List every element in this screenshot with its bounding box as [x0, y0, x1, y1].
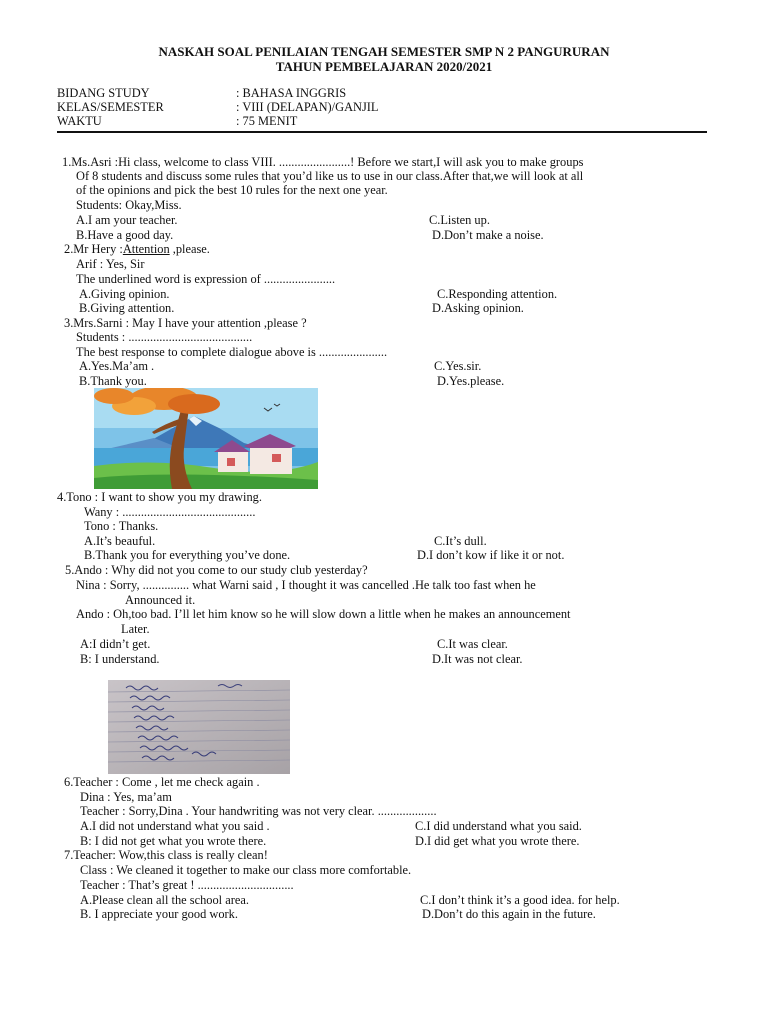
q2-line1: [64, 242, 210, 256]
q3-option-b: B.Thank you.: [79, 374, 147, 388]
q4-option-d: D.I don’t kow if like it or not.: [417, 548, 565, 562]
q7-option-b: B. I appreciate your good work.: [80, 907, 238, 921]
q7-option-d: D.Don’t do this again in the future.: [422, 907, 596, 921]
q4-line3: Tono : Thanks.: [84, 519, 159, 533]
exam-year: TAHUN PEMBELAJARAN 2020/2021: [275, 59, 493, 74]
q6-option-c: C.I did understand what you said.: [415, 819, 582, 833]
q3-option-c: C.Yes.sir.: [434, 359, 482, 373]
q2-underlined-word: Attention: [122, 242, 170, 256]
q6-line2: Dina : Yes, ma’am: [80, 790, 172, 804]
q7-option-a: A.Please clean all the school area.: [80, 893, 249, 907]
q5-line3: Announced it.: [125, 593, 196, 607]
q5-line1: 5.Ando : Why did not you come to our study club yesterday?: [65, 563, 368, 577]
q3-line3: The best response to complete dialogue above is ......................: [76, 345, 388, 359]
q3-line2: Students : ........................................: [76, 330, 253, 344]
q1-option-d: D.Don’t make a noise.: [432, 228, 544, 242]
q4-option-b: B.Thank you for everything you’ve done.: [84, 548, 291, 562]
q4-option-c: C.It’s dull.: [434, 534, 487, 548]
q7-line2: Class : We cleaned it together to make our class more comfortable.: [80, 863, 412, 877]
q7-option-c: C.I don’t think it’s a good idea. for help.: [420, 893, 620, 907]
q7-line3: Teacher : That’s great ! ...............................: [80, 878, 294, 892]
landscape-drawing-image: [94, 388, 318, 489]
q2-option-a: A.Giving opinion.: [79, 287, 170, 301]
field-value-time: : 75 MENIT: [236, 114, 298, 128]
q3-option-a: A.Yes.Ma’am .: [79, 359, 155, 373]
q6-line1: 6.Teacher : Come , let me check again .: [64, 775, 260, 789]
q4-option-a: A.It’s beauful.: [84, 534, 156, 548]
q5-line4: Ando : Oh,too bad. I’ll let him know so he will slow down a little when he makes an announcement: [76, 607, 571, 621]
field-value-class: : VIII (DELAPAN)/GANJIL: [236, 100, 379, 114]
q6-option-d: D.I did get what you wrote there.: [415, 834, 580, 848]
field-value-subject: : BAHASA INGGRIS: [236, 86, 347, 100]
header-divider: [57, 131, 707, 133]
q1-line1: 1.Ms.Asri :Hi class, welcome to class VIII. .......................! Before we start,I will ask you to make groups: [62, 155, 584, 169]
field-label-subject: BIDANG STUDY: [57, 86, 150, 100]
handwriting-photo-image: [108, 680, 290, 774]
q4-line2: Wany : ...........................................: [84, 505, 256, 519]
q1-line3: of the opinions and pick the best 10 rules for the next one year.: [76, 183, 388, 197]
q5-line2: Nina : Sorry, ............... what Warni said , I thought it was cancelled .He talk too fast when he: [76, 578, 536, 592]
q1-option-c: C.Listen up.: [429, 213, 490, 227]
q2-speaker: 2.Mr Hery :: [64, 242, 123, 256]
exam-title: NASKAH SOAL PENILAIAN TENGAH SEMESTER SMP N 2 PANGURURAN: [158, 44, 610, 59]
q3-option-d: D.Yes.please.: [437, 374, 505, 388]
q1-option-b: B.Have a good day.: [76, 228, 174, 242]
q4-line1: 4.Tono : I want to show you my drawing.: [57, 490, 262, 504]
q2-option-b: B.Giving attention.: [79, 301, 175, 315]
q5-option-b: B: I understand.: [80, 652, 160, 666]
field-label-class: KELAS/SEMESTER: [57, 100, 164, 114]
q6-option-b: B: I did not get what you wrote there.: [80, 834, 267, 848]
q2-option-c: C.Responding attention.: [437, 287, 558, 301]
q5-line5: Later.: [121, 622, 150, 636]
q2-line2: Arif : Yes, Sir: [76, 257, 145, 271]
q2-option-d: D.Asking opinion.: [432, 301, 524, 315]
q2-rest: ,please.: [169, 242, 210, 256]
q5-option-c: C.It was clear.: [437, 637, 508, 651]
q1-option-a: A.I am your teacher.: [76, 213, 178, 227]
q5-option-d: D.It was not clear.: [432, 652, 523, 666]
field-label-time: WAKTU: [57, 114, 102, 128]
q2-line3: The underlined word is expression of .......................: [76, 272, 336, 286]
landscape-drawing-svg: [94, 388, 318, 489]
handwriting-photo-svg: [108, 680, 290, 774]
q1-line4: Students: Okay,Miss.: [76, 198, 182, 212]
q6-line3: Teacher : Sorry,Dina . Your handwriting was not very clear. ...................: [80, 804, 437, 818]
q7-line1: 7.Teacher: Wow,this class is really clean!: [64, 848, 268, 862]
q5-option-a: A:I didn’t get.: [80, 637, 151, 651]
q3-line1: 3.Mrs.Sarni : May I have your attention ,please ?: [64, 316, 307, 330]
q6-option-a: A.I did not understand what you said .: [80, 819, 270, 833]
q1-line2: Of 8 students and discuss some rules that you’d like us to use in our class.After that,we will look at all: [76, 169, 584, 183]
